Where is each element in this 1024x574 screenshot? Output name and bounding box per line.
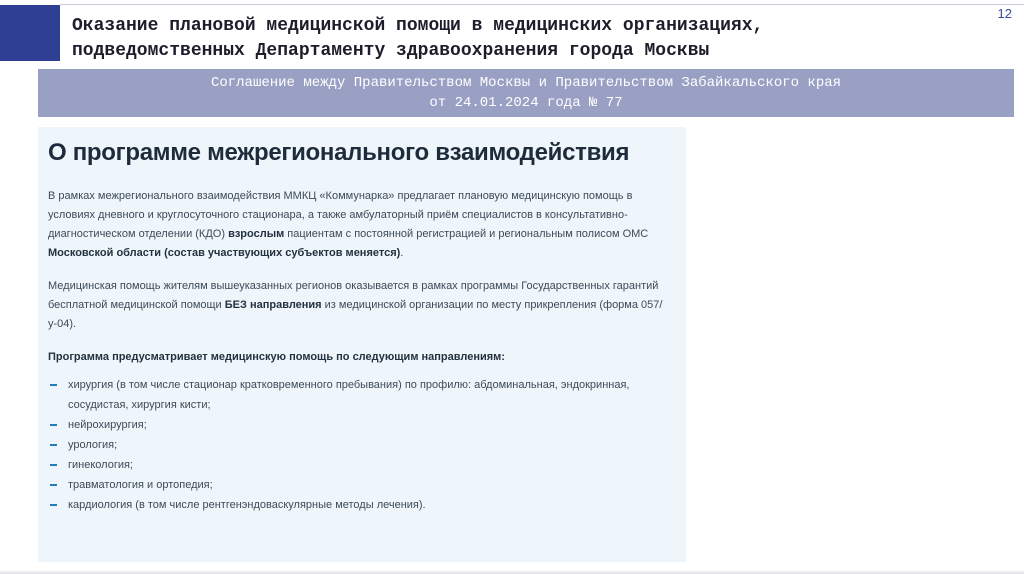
p2-bold-no-referral: БЕЗ направления [224, 299, 322, 311]
slide-title-line-1: Оказание плановой медицинской помощи в медицинских организациях, [72, 16, 764, 36]
direction-label: кардиология (в том числе рентгенэндоваскулярные методы лечения). [68, 499, 426, 511]
bullet-dash-icon [50, 504, 57, 506]
top-divider [60, 4, 1024, 5]
agreement-line-2: от 24.01.2024 года № 77 [429, 95, 623, 111]
paragraph-eligibility [48, 187, 676, 263]
paragraph-guarantees [48, 277, 676, 334]
directions-intro: Программа предусматривает медицинскую помощь по следующим направлениям: [48, 351, 505, 363]
bottom-edge-shadow [0, 570, 1024, 574]
bullet-dash-icon [50, 384, 57, 386]
direction-label: нейрохирургия; [68, 419, 147, 431]
panel-heading: О программе межрегионального взаимодействия [48, 139, 630, 166]
p1-text-3: . [400, 247, 404, 259]
p1-text-1: В рамках межрегионального взаимодействия ММКЦ «Коммунарка» предлагает плановую медицинскую помощь в условиях дневного и круглосуточного стационара, а также амбулаторный приём специалистов в консультативно-диагностическом отделении (КДО) [48, 190, 633, 240]
corner-accent-block [0, 5, 60, 61]
list-item [48, 455, 676, 475]
p1-text-2: пациентам с постоянной регистрацией и региональным полисом ОМС [284, 228, 649, 240]
list-item [48, 375, 676, 415]
directions-list [48, 375, 676, 515]
list-item [48, 475, 676, 495]
p2-text-1: Медицинская помощь жителям вышеуказанных регионов оказывается в рамках программы Государственных гарантий бесплатной медицинской помощи [48, 280, 659, 311]
list-item [48, 495, 676, 515]
bullet-dash-icon [50, 424, 57, 426]
direction-label: урология; [68, 439, 118, 451]
list-item [48, 415, 676, 435]
list-item [48, 435, 676, 455]
agreement-banner [38, 69, 1014, 117]
p1-bold-region: Московской области (состав участвующих субъектов меняется) [48, 247, 401, 259]
page-number: 12 [997, 6, 1012, 21]
program-info-panel [38, 127, 686, 562]
direction-label: гинекология; [68, 459, 133, 471]
agreement-line-1: Соглашение между Правительством Москвы и Правительством Забайкальского края [210, 75, 842, 91]
bullet-dash-icon [50, 484, 57, 486]
bullet-dash-icon [50, 464, 57, 466]
slide-title [72, 14, 952, 64]
p2-text-2: из медицинской организации по месту прикрепления (форма 057/у-04). [48, 299, 663, 330]
p1-bold-adults: взрослым [228, 228, 285, 240]
slide-title-line-2: подведомственных Департаменту здравоохранения города Москвы [72, 41, 710, 61]
direction-label: травматология и ортопедия; [68, 479, 213, 491]
bullet-dash-icon [50, 444, 57, 446]
direction-label: хирургия (в том числе стационар кратковременного пребывания) по профилю: абдоминальная, эндокринная, сосудистая, хирургия кисти; [68, 379, 630, 411]
